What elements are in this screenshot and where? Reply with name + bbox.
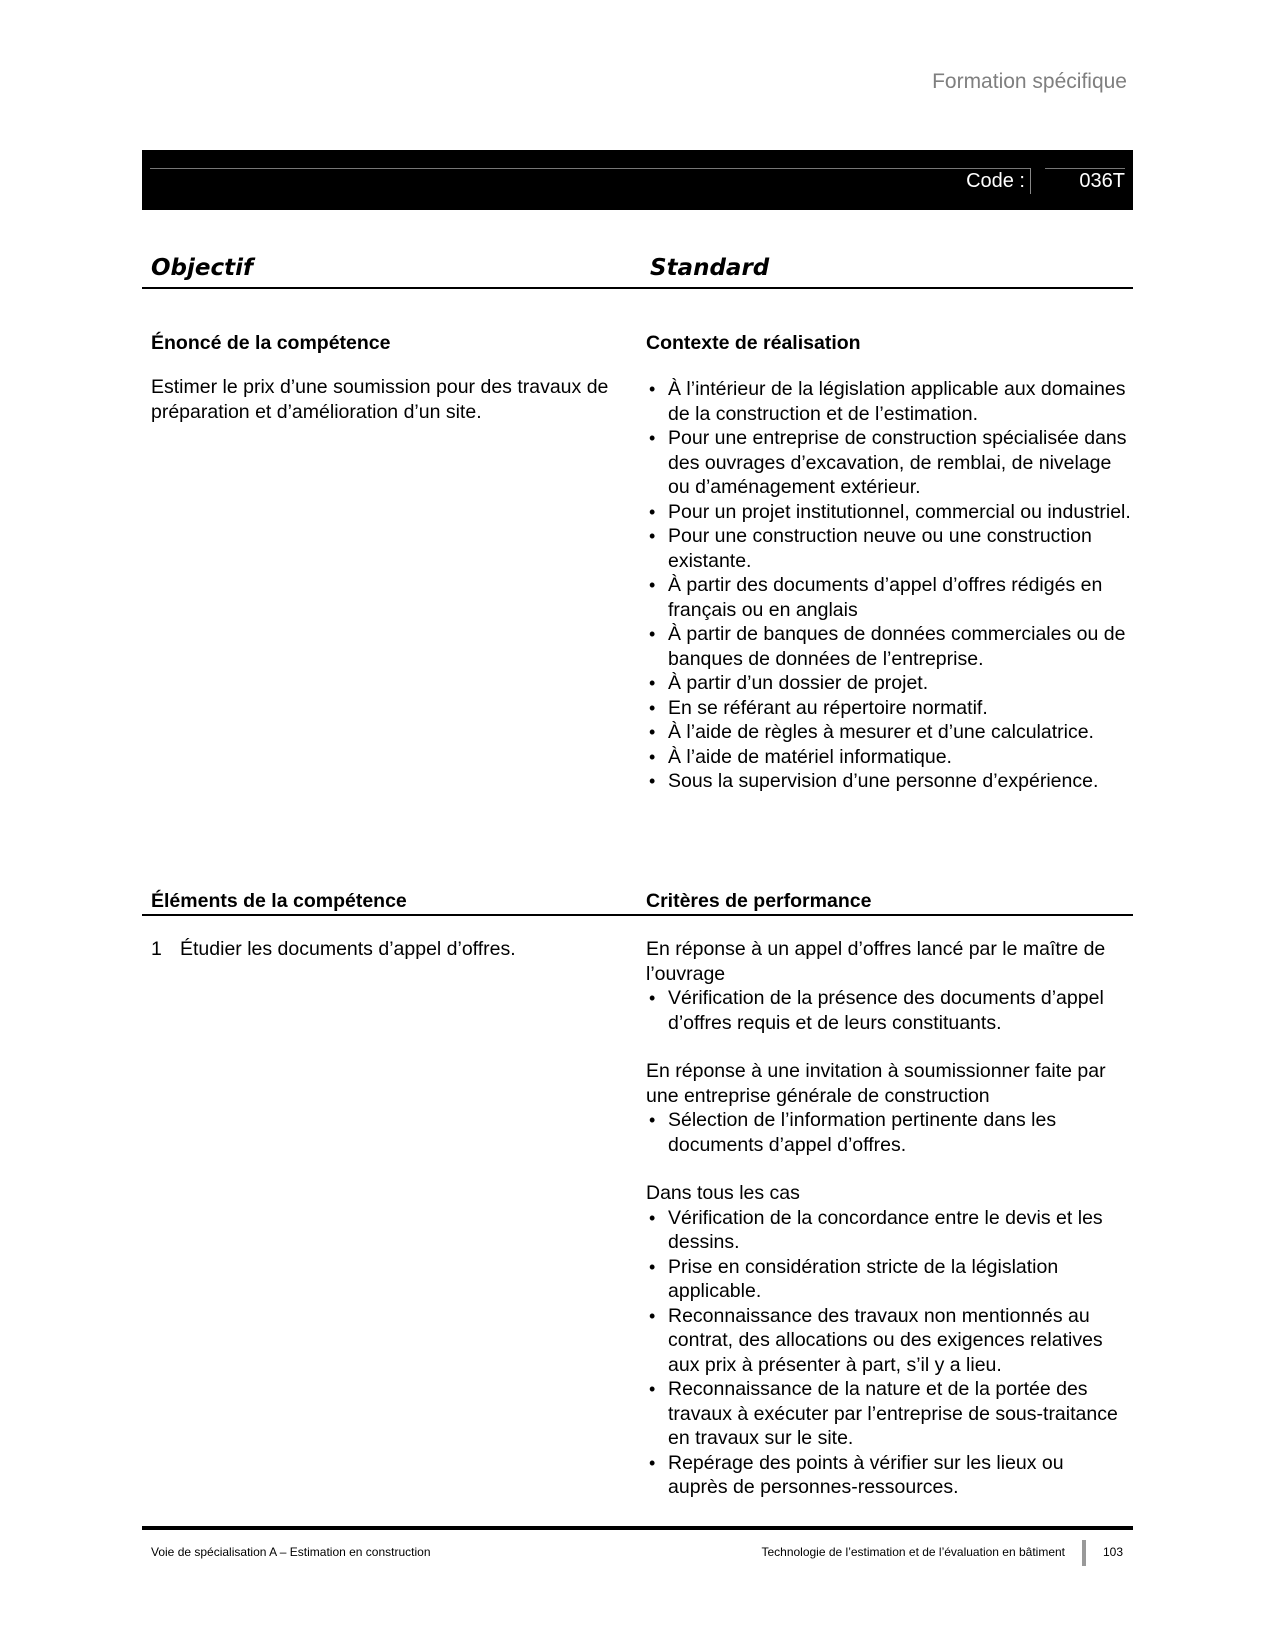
elements-rule [142,914,1133,916]
contexte-item: • À l’aide de règles à mesurer et d’une calculatrice. [646,720,1133,745]
element-number: 1 [151,938,162,960]
footer-right: Technologie de l’estimation et de l’évaluation en bâtiment [761,1545,1065,1559]
critere-item: • Sélection de l’information pertinente dans les documents d’appel d’offres. [646,1108,1126,1157]
contexte-item: • À partir des documents d’appel d’offres rédigés en français ou en anglais [646,573,1133,622]
critere-item: • Reconnaissance des travaux non mentionnés au contrat, des allocations ou des exigences relatives aux prix à présenter à part, s’il y a lieu. [646,1304,1126,1378]
criteres-group-list [646,1206,1126,1500]
critere-item: • Reconnaissance de la nature et de la portée des travaux à exécuter par l’entreprise de sous-traitance en travaux sur le site. [646,1377,1126,1451]
code-separator [1030,168,1031,194]
contexte-item: • En se référant au répertoire normatif. [646,696,1133,721]
footer-divider [1082,1540,1086,1566]
critere-item: • Vérification de la présence des documents d’appel d’offres requis et de leurs constituants. [646,986,1126,1035]
criteres-group-list [646,1108,1126,1157]
critere-item: • Vérification de la concordance entre le devis et les dessins. [646,1206,1126,1255]
criteres-group-intro: En réponse à une invitation à soumissionner faite par une entreprise générale de construction [646,1060,1106,1107]
enonce-title: Énoncé de la compétence [151,332,391,354]
elements-title: Éléments de la compétence [151,890,407,912]
contexte-item: • À partir de banques de données commerciales ou de banques de données de l’entreprise. [646,622,1133,671]
contexte-item: • Pour une entreprise de construction spécialisée dans des ouvrages d’excavation, de remblai, de nivelage ou d’aménagement extérieur. [646,426,1133,500]
criteres-group-intro: Dans tous les cas [646,1182,800,1204]
element-text: Étudier les documents d’appel d’offres. [180,938,516,960]
footer-left: Voie de spécialisation A – Estimation en construction [151,1545,431,1559]
contexte-item: • Pour un projet institutionnel, commercial ou industriel. [646,500,1133,525]
contexte-title: Contexte de réalisation [646,332,861,354]
footer-rule [142,1526,1133,1530]
criteres-group-intro: En réponse à un appel d’offres lancé par le maître de l’ouvrage [646,938,1106,985]
critere-item: • Repérage des points à vérifier sur les lieux ou auprès de personnes-ressources. [646,1451,1126,1500]
contexte-item: • À partir d’un dossier de projet. [646,671,1133,696]
contexte-item: • À l’aide de matériel informatique. [646,745,1133,770]
code-value: 036T [1079,170,1125,192]
contexte-item: • Pour une construction neuve ou une construction existante. [646,524,1133,573]
criteres-block [646,937,1126,1500]
contexte-list [646,377,1133,794]
code-bar-rule [150,168,1030,169]
contexte-item: • Sous la supervision d’une personne d’expérience. [646,769,1133,794]
section-title-objectif: Objectif [151,255,254,281]
enonce-text: Estimer le prix d’une soumission pour des travaux de préparation et d’amélioration d’un site. [151,376,609,423]
running-head: Formation spécifique [932,70,1127,93]
code-bar [142,150,1133,210]
criteres-title: Critères de performance [646,890,872,912]
criteres-group-list [646,986,1126,1035]
critere-item: • Prise en considération stricte de la législation applicable. [646,1255,1126,1304]
page-number: 103 [1103,1545,1124,1559]
section-rule [142,287,1133,289]
section-title-standard: Standard [650,255,770,281]
contexte-item: • À l’intérieur de la législation applicable aux domaines de la construction et de l’estimation. [646,377,1133,426]
code-label: Code : [966,170,1025,192]
